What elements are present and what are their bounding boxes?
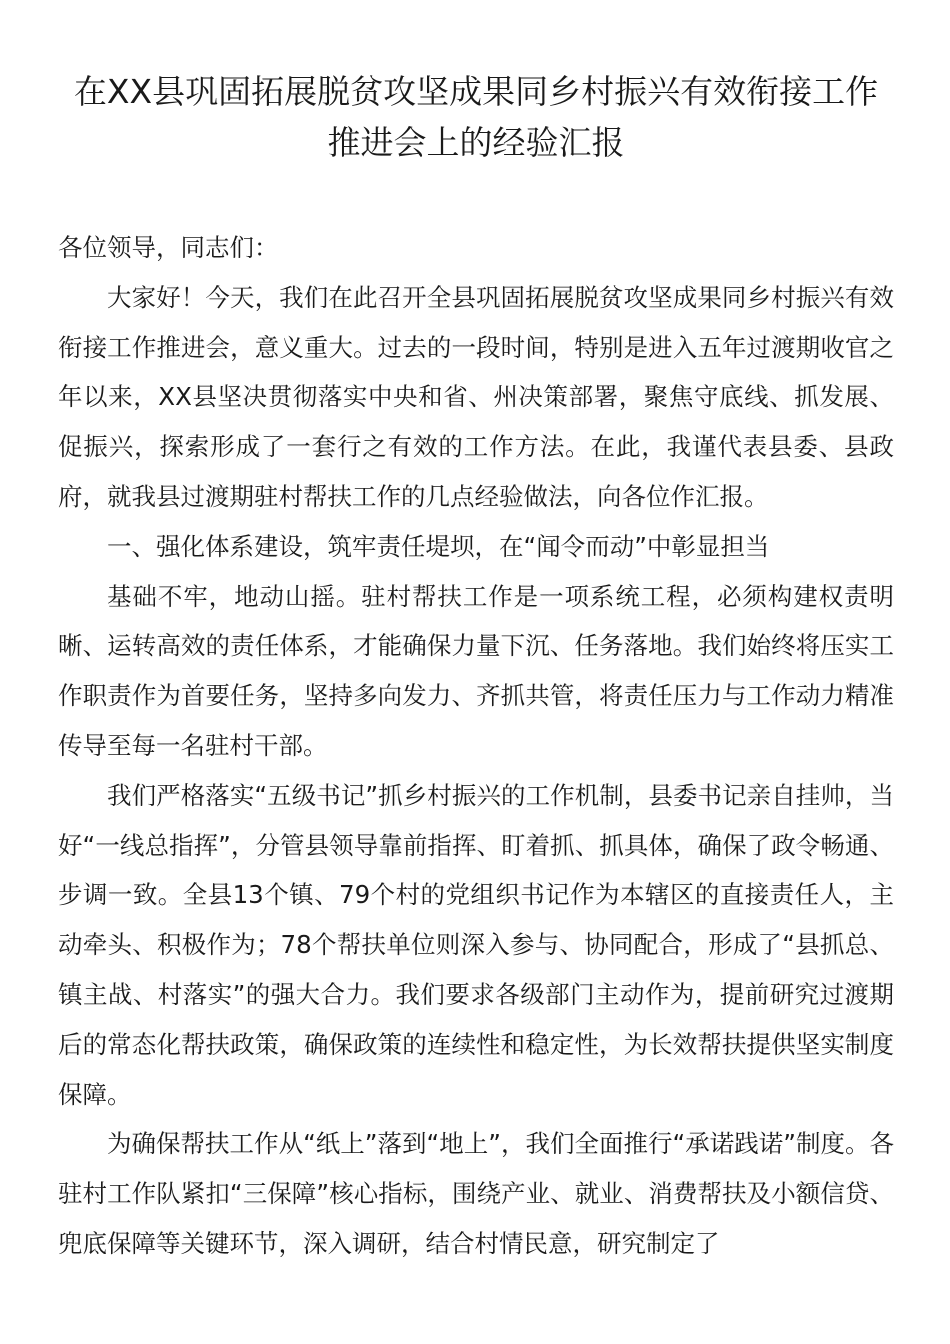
document-title: 在XX县巩固拓展脱贫攻坚成果同乡村振兴有效衔接工作推进会上的经验汇报 bbox=[73, 72, 879, 162]
paragraph-commitment-system: 为确保帮扶工作从“纸上”落到“地上”，我们全面推行“承诺践诺”制度。各驻村工作队紧扣“三保障”核心指标，围绕产业、就业、消费帮扶及小额信贷、兜底保障等关键环节，深入调研，结合村情民意，研究制定了 bbox=[58, 1129, 894, 1258]
section-heading-1: 一、强化体系建设，筑牢责任堤坝，在“闻令而动”中彰显担当 bbox=[107, 531, 770, 561]
paragraph-foundation: 基础不牢，地动山摇。驻村帮扶工作是一项系统工程，必须构建权责明晰、运转高效的责任体系，才能确保力量下沉、任务落地。我们始终将压实工作职责作为首要任务，坚持多向发力、齐抓共管，将责任压力与工作动力精准传导至每一名驻村干部。 bbox=[58, 581, 894, 760]
document-body bbox=[58, 223, 894, 1269]
document-page bbox=[58, 66, 894, 1269]
paragraph-opening: 大家好！今天，我们在此召开全县巩固拓展脱贫攻坚成果同乡村振兴有效衔接工作推进会，意义重大。过去的一段时间，特别是进入五年过渡期收官之年以来，XX县坚决贯彻落实中央和省、州决策部署，聚焦守底线、抓发展、促振兴，探索形成了一套行之有效的工作方法。在此，我谨代表县委、县政府，就我县过渡期驻村帮扶工作的几点经验做法，向各位作汇报。 bbox=[58, 282, 894, 511]
salutation: 各位领导，同志们： bbox=[58, 233, 279, 262]
paragraph-five-level-secretary: 我们严格落实“五级书记”抓乡村振兴的工作机制，县委书记亲自挂帅，当好“一线总指挥”，分管县领导靠前指挥、盯着抓、抓具体，确保了政令畅通、步调一致。全县13个镇、79个村的党组织书记作为本辖区的直接责任人，主动牵头、积极作为；78个帮扶单位则深入参与、协同配合，形成了“县抓总、镇主战、村落实”的强大合力。我们要求各级部门主动作为，提前研究过渡期后的常态化帮扶政策，确保政策的连续性和稳定性，为长效帮扶提供坚实制度保障。 bbox=[58, 780, 894, 1109]
